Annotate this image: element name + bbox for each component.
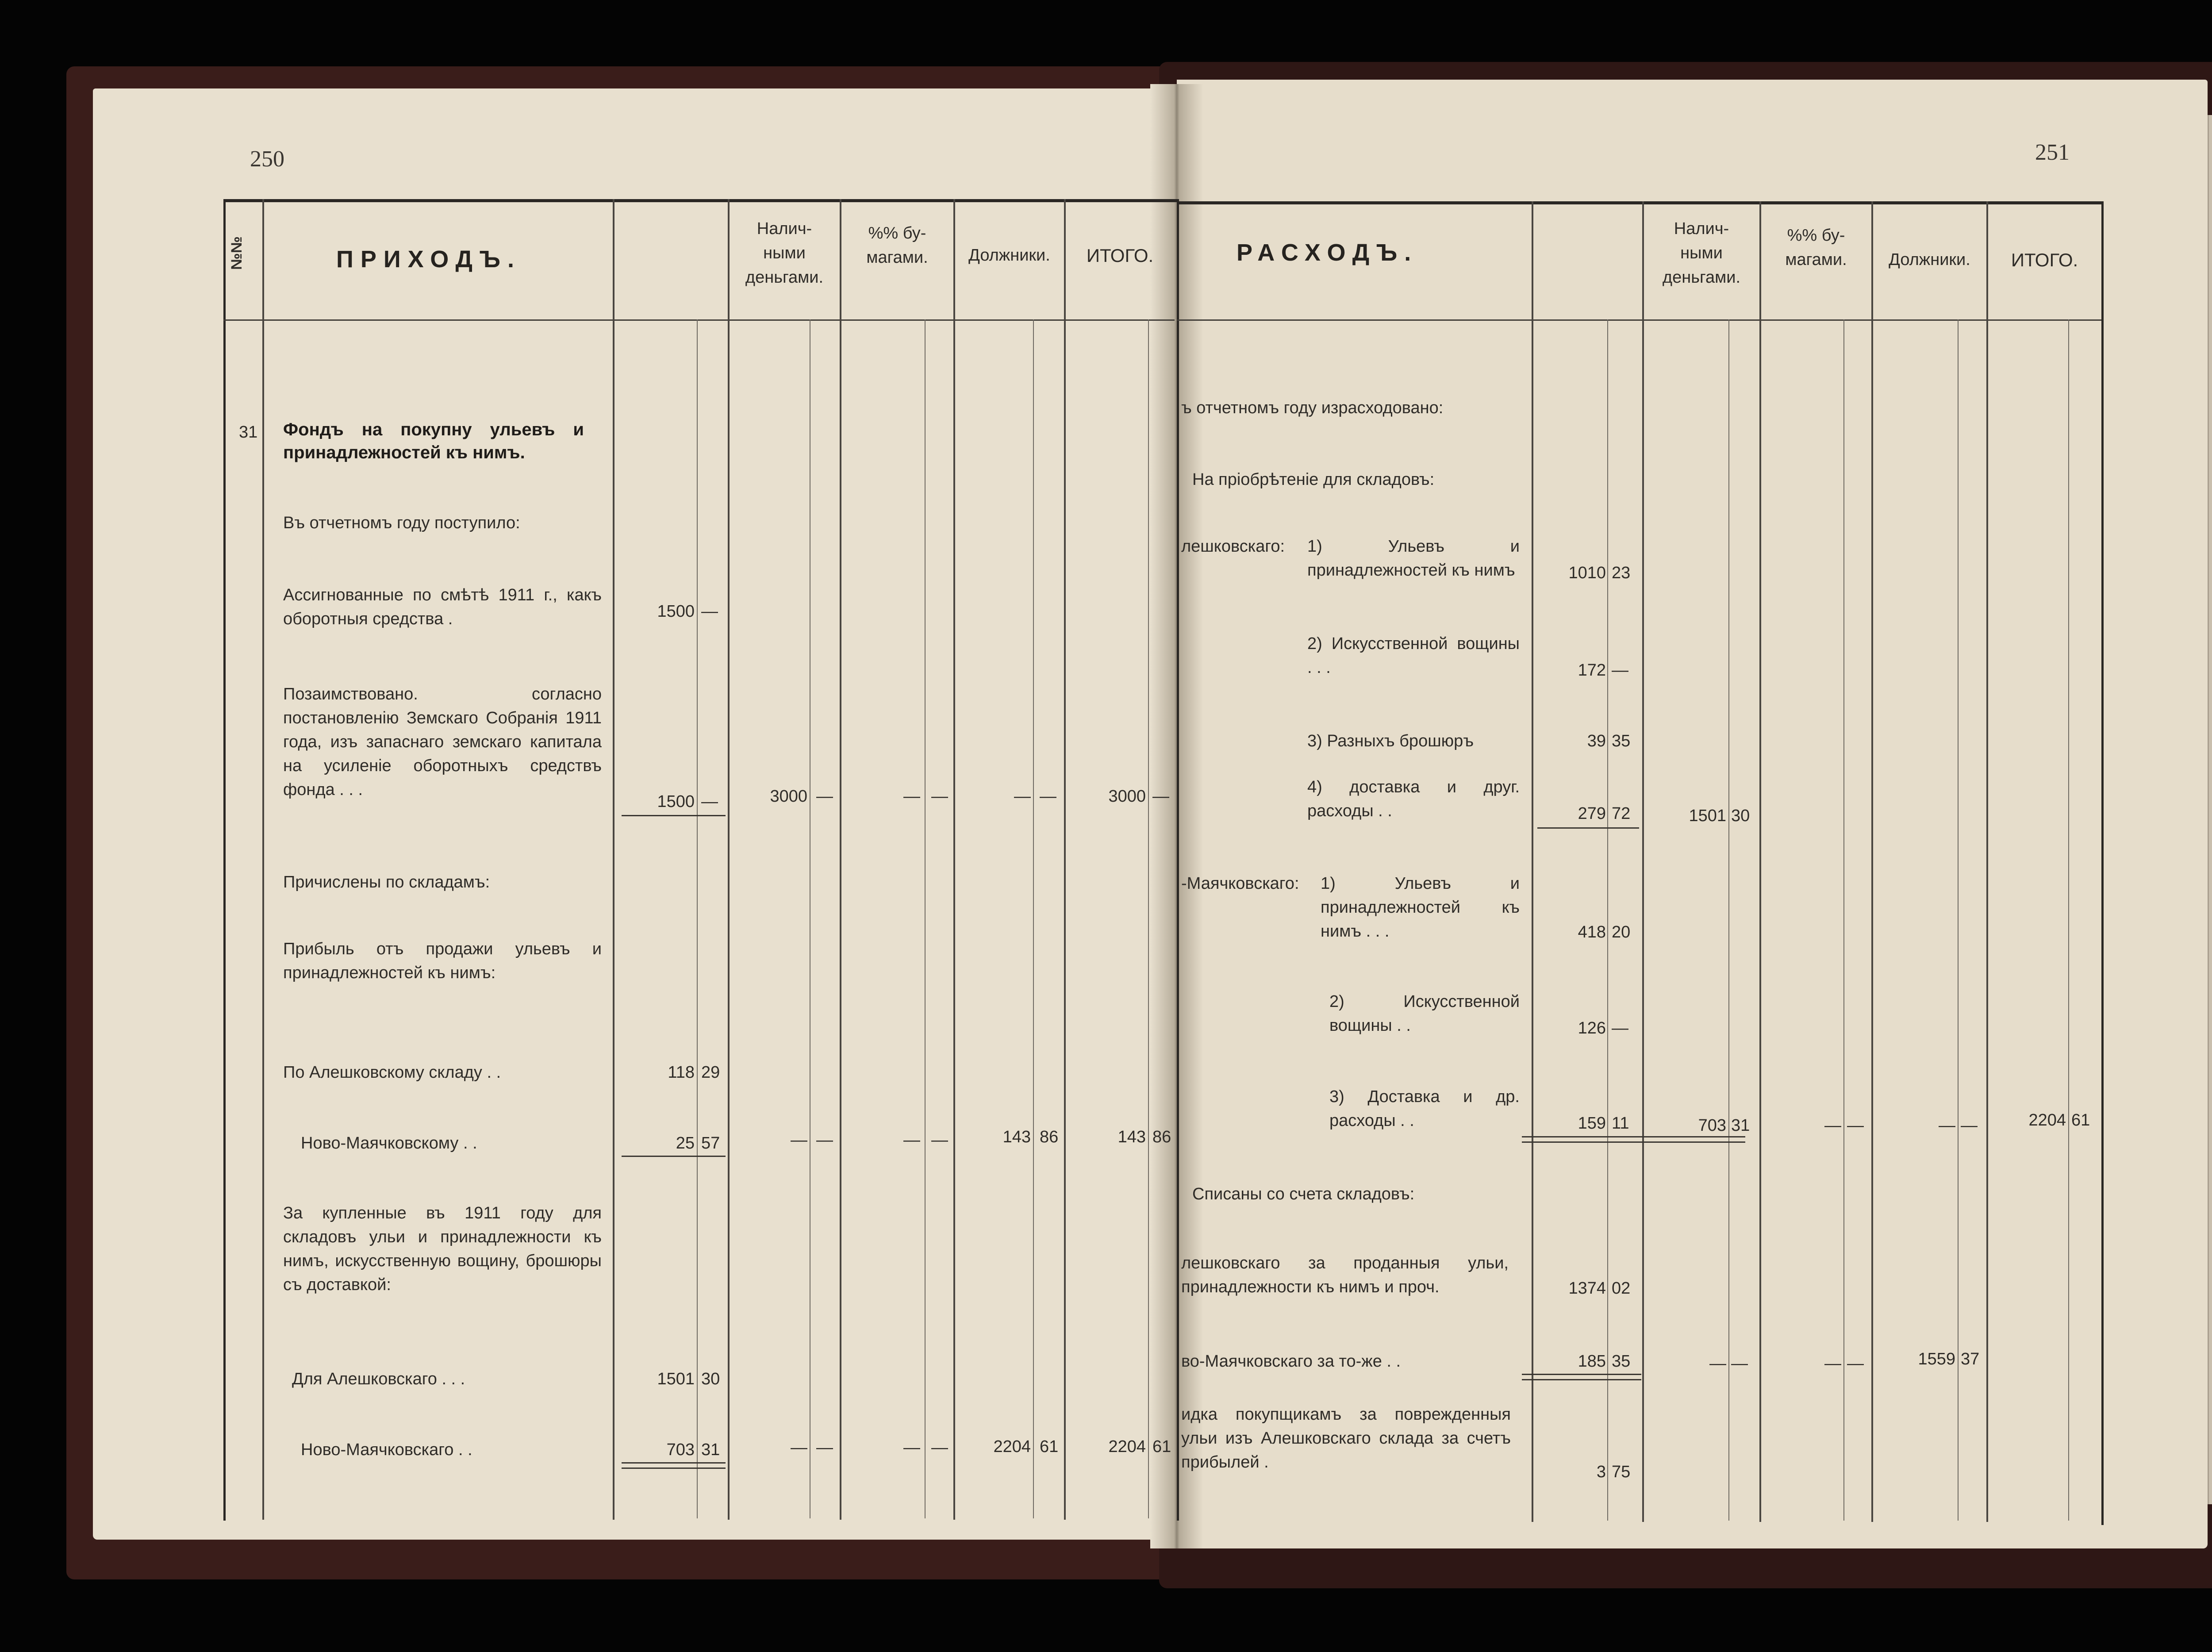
w-sub-papers-kop: — <box>1847 1354 1864 1373</box>
right-col-line <box>1532 201 1533 1522</box>
for-novo-text: Ново-Маячковскаго . . <box>301 1441 472 1459</box>
entry-number: 31 <box>239 423 258 442</box>
n2-amount: 126 <box>1578 1019 1606 1037</box>
alesh-text: По Алешковскому складу . . <box>283 1063 501 1082</box>
novo-warehouse-label: -Маячковскаго: <box>1181 874 1299 893</box>
a2-kop: — <box>1612 661 1628 680</box>
n1-amount: 418 <box>1578 923 1606 941</box>
assigned-amount: 1500 <box>657 602 695 621</box>
cash-column-header: Налич- ными деньгами. <box>1662 219 1741 287</box>
double-underline <box>1522 1374 1641 1380</box>
underline <box>1537 827 1639 829</box>
w2-amount: 185 <box>1578 1352 1606 1371</box>
a3-kop: 35 <box>1612 732 1631 750</box>
right-col-line <box>1642 201 1644 1522</box>
sub2-cash-kop: — <box>816 1131 833 1149</box>
underline <box>622 815 726 816</box>
alesh-warehouse-label: лешковскаго: <box>1181 537 1285 556</box>
for-alesh-kop: 30 <box>701 1370 720 1388</box>
left-col-line <box>953 199 955 1520</box>
n-sub-cash-kop: 31 <box>1731 1116 1750 1135</box>
double-underline <box>1639 1136 1745 1143</box>
sub2-papers-kop: — <box>931 1131 948 1149</box>
acquire-heading: На пріобрѣтеніе для складовъ: <box>1192 470 1435 489</box>
cash-column-header: Налич- ными деньгами. <box>745 219 824 287</box>
n-total-kop: 61 <box>2071 1111 2090 1130</box>
profit-text: Прибыль отъ продажи ульевъ и принадлежностей къ нимъ: <box>283 940 602 982</box>
right-col-line <box>1871 201 1873 1522</box>
sub3-total-kop: 61 <box>1152 1437 1171 1456</box>
for-alesh-amount: 1501 <box>657 1370 695 1388</box>
left-col-line <box>1064 199 1066 1520</box>
right-kop-line <box>1843 319 1844 1521</box>
discount-amount: 3 <box>1596 1463 1606 1481</box>
assigned-kop: — <box>701 602 718 621</box>
n3-kop: 11 <box>1612 1114 1629 1133</box>
right-kop-line <box>2068 319 2069 1521</box>
n-sub-debtors: — <box>1939 1116 1955 1135</box>
sub1-debtors-kop: — <box>1040 787 1056 806</box>
borrowed-kop: — <box>701 792 718 811</box>
borrowed-text: Позаимствовано. согласно постановленію Земскаго Собранія 1911 года, изъ запаснаго земскаго капитала на усиленіе оборотныхъ средствъ фонда . . . <box>283 685 602 799</box>
novo-kop: 57 <box>701 1134 720 1153</box>
w1-text: лешковскаго за проданныя ульи, принадлежности къ нимъ и проч. <box>1181 1254 1509 1296</box>
right-col-line <box>1986 201 1988 1522</box>
a1-kop: 23 <box>1612 564 1631 582</box>
a1-amount: 1010 <box>1568 564 1606 582</box>
a1-text: 1) Ульевъ и принадлежностей къ нимъ <box>1307 537 1520 580</box>
sub1-papers: — <box>903 787 920 806</box>
for-novo-amount: 703 <box>666 1441 695 1459</box>
a2-text: 2) Искусственной вощины . . . <box>1307 634 1520 677</box>
w-sub-papers: — <box>1824 1354 1841 1373</box>
right-header-rule <box>1177 319 2101 321</box>
sub2-cash: — <box>791 1131 807 1149</box>
number-sign-header: №№ <box>228 236 245 270</box>
n-sub-cash: 703 <box>1698 1116 1726 1135</box>
debtors-column-header: Должники. <box>1889 250 1970 269</box>
novo-amount: 25 <box>676 1134 695 1153</box>
w1-amount: 1374 <box>1568 1279 1606 1298</box>
left-kop-line <box>1148 319 1149 1518</box>
left-col-line <box>613 199 614 1520</box>
left-col-line <box>840 199 841 1520</box>
total-column-header: ИТОГО. <box>2011 250 2078 270</box>
n3-text: 3) Доставка и др. расходы . . <box>1329 1087 1520 1130</box>
a-sub-cash: 1501 <box>1689 807 1726 825</box>
spent-heading: ъ отчетномъ году израсходовано: <box>1181 399 1444 417</box>
underline <box>622 1156 726 1157</box>
right-kop-line <box>1728 319 1729 1521</box>
a4-kop: 72 <box>1612 804 1631 823</box>
papers-column-header: %% бу- магами. <box>1785 226 1847 269</box>
right-kop-line <box>1958 319 1959 1521</box>
discount-kop: 75 <box>1612 1463 1631 1481</box>
sub2-debtors: 143 <box>1002 1128 1031 1146</box>
w-sub-debtors-kop: 37 <box>1961 1350 1980 1368</box>
a3-amount: 39 <box>1587 732 1606 750</box>
sub1-cash: 3000 <box>770 787 807 806</box>
right-col-line <box>1759 201 1761 1522</box>
left-kop-line <box>1033 319 1034 1518</box>
w-sub-debtors: 1559 <box>1918 1350 1955 1368</box>
w-sub-cash-kop: — <box>1731 1354 1748 1373</box>
discount-text: идка покупщикамъ за поврежденныя ульи изъ Алешковскаго склада за счетъ прибылей . <box>1181 1405 1511 1471</box>
left-header-rule <box>223 319 1175 321</box>
double-underline <box>622 1462 726 1469</box>
page-number-right: 251 <box>2035 140 2070 165</box>
a4-amount: 279 <box>1578 804 1606 823</box>
double-underline <box>1522 1136 1641 1143</box>
income-title: ПРИХОДЪ. <box>336 246 521 273</box>
left-kop-line <box>925 319 926 1518</box>
sub1-debtors: — <box>1014 787 1031 806</box>
debtors-column-header: Должники. <box>968 246 1050 265</box>
sub2-total: 143 <box>1118 1128 1146 1146</box>
novo-text: Ново-Маячковскому . . <box>301 1134 477 1153</box>
a2-amount: 172 <box>1578 661 1606 680</box>
n2-text: 2) Искусственной вощины . . <box>1329 992 1520 1035</box>
bought-text: За купленные въ 1911 году для складовъ ульи и принадлежности къ нимъ, искусственную вощину, брошюры съ доставкой: <box>283 1204 602 1294</box>
for-alesh-text: Для Алешковскаго . . . <box>292 1370 465 1388</box>
sub2-papers: — <box>903 1131 920 1149</box>
left-col-line <box>728 199 730 1520</box>
sub3-papers-kop: — <box>931 1438 948 1457</box>
right-kop-line <box>1607 319 1608 1521</box>
n1-kop: 20 <box>1612 923 1631 941</box>
w-sub-cash: — <box>1709 1354 1726 1373</box>
sub1-total-kop: — <box>1152 787 1169 806</box>
sub3-total: 2204 <box>1108 1437 1146 1456</box>
n2-kop: — <box>1612 1019 1628 1037</box>
fund-title: Фондъ на покупну ульевъ и принадлежностей къ нимъ. <box>283 420 584 462</box>
credited-heading: Причислены по складамъ: <box>283 873 490 891</box>
sub3-debtors: 2204 <box>993 1437 1031 1456</box>
sub1-papers-kop: — <box>931 787 948 806</box>
sub3-debtors-kop: 61 <box>1040 1437 1059 1456</box>
w2-text: во-Маячковскаго за то-же . . <box>1181 1352 1401 1371</box>
alesh-amount: 118 <box>668 1063 695 1082</box>
sub1-cash-kop: — <box>816 787 833 806</box>
total-column-header: ИТОГО. <box>1086 245 1154 266</box>
sub3-cash-kop: — <box>816 1438 833 1457</box>
sub3-cash: — <box>791 1438 807 1457</box>
expense-title: РАСХОДЪ. <box>1237 239 1418 266</box>
n-sub-debtors-kop: — <box>1961 1116 1978 1135</box>
received-heading: Въ отчетномъ году поступило: <box>283 514 520 532</box>
w1-kop: 02 <box>1612 1279 1631 1298</box>
left-kop-line <box>697 319 698 1518</box>
n-sub-papers-kop: — <box>1847 1116 1864 1135</box>
n-total: 2204 <box>2028 1111 2066 1130</box>
a3-text: 3) Разныхъ брошюръ <box>1307 732 1474 750</box>
a4-text: 4) доставка и друг. расходы . . <box>1307 778 1520 820</box>
alesh-kop: 29 <box>701 1063 720 1082</box>
a-sub-cash-kop: 30 <box>1731 807 1750 825</box>
sub3-papers: — <box>903 1438 920 1457</box>
n-sub-papers: — <box>1824 1116 1841 1135</box>
sub2-total-kop: 86 <box>1152 1128 1171 1146</box>
for-novo-kop: 31 <box>701 1441 720 1459</box>
left-col-line <box>262 199 264 1520</box>
n1-text: 1) Ульевъ и принадлежностей къ нимъ . . . <box>1321 874 1520 941</box>
page-number-left: 250 <box>250 146 284 172</box>
left-ledger-frame <box>223 199 1179 1521</box>
borrowed-amount: 1500 <box>657 792 695 811</box>
sub1-total: 3000 <box>1108 787 1146 806</box>
papers-column-header: %% бу- магами. <box>866 224 928 267</box>
written-off-heading: Списаны со счета складовъ: <box>1192 1185 1415 1203</box>
n3-amount: 159 <box>1578 1114 1606 1133</box>
sub2-debtors-kop: 86 <box>1040 1128 1059 1146</box>
w2-kop: 35 <box>1612 1352 1631 1371</box>
assigned-text: Ассигнованные по смѣтѣ 1911 г., какъ оборотныя средства . <box>283 586 602 628</box>
